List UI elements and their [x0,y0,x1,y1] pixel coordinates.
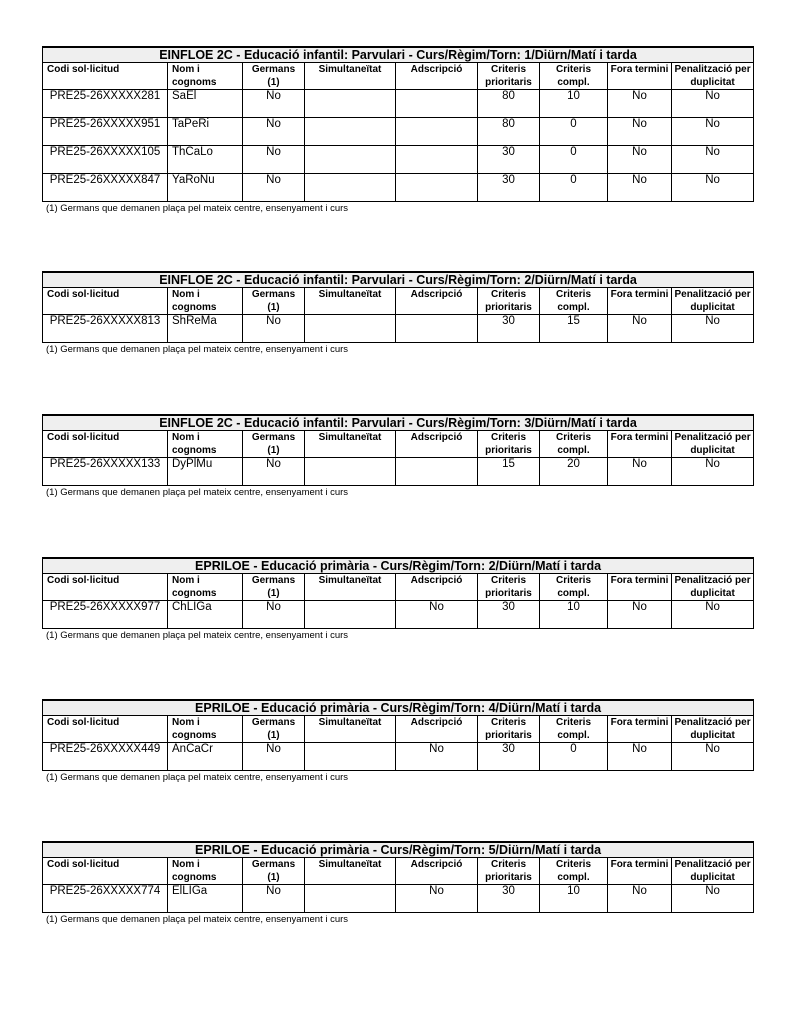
column-header: Nom i cognoms [168,716,243,743]
cell-germans: No [243,118,305,146]
cell-prior: 80 [478,118,540,146]
column-header: Nom i cognoms [168,574,243,601]
admission-table [42,414,754,486]
cell-adscr [396,174,478,202]
cell-adscr [396,315,478,343]
cell-adscr: No [396,601,478,629]
column-header: Codi sol·licitud [43,63,168,90]
cell-nom: ThCaLo [168,146,243,174]
column-header: Penalització per duplicitat [672,431,754,458]
cell-penal: No [672,146,754,174]
section-1 [42,46,753,214]
cell-simult [305,315,396,343]
footnote: (1) Germans que demanen plaça pel mateix centre, ensenyament i curs [46,203,349,214]
cell-adscr [396,458,478,486]
column-header: Nom i cognoms [168,288,243,315]
cell-penal: No [672,458,754,486]
column-header: Adscripció [396,858,478,885]
column-header: Germans (1) [243,63,305,90]
cell-adscr [396,118,478,146]
admission-table [42,557,754,629]
column-header: Criteris compl. [540,431,608,458]
section-title: EINFLOE 2C - Educació infantil: Parvulari - Curs/Règim/Torn: 1/Diürn/Matí i tarda [43,47,754,63]
cell-penal: No [672,885,754,913]
column-header: Penalització per duplicitat [672,63,754,90]
section-title: EINFLOE 2C - Educació infantil: Parvulari - Curs/Règim/Torn: 3/Diürn/Matí i tarda [43,415,754,431]
cell-simult [305,118,396,146]
cell-fora: No [608,174,672,202]
column-header: Criteris compl. [540,716,608,743]
column-header: Simultaneïtat [305,574,396,601]
cell-germans: No [243,601,305,629]
table-row [43,146,754,174]
section-3 [42,414,753,498]
cell-codi: PRE25-26XXXXX105 [43,146,168,174]
cell-compl: 10 [540,90,608,118]
cell-simult [305,601,396,629]
cell-compl: 20 [540,458,608,486]
column-header: Criteris compl. [540,63,608,90]
cell-compl: 0 [540,146,608,174]
cell-fora: No [608,885,672,913]
column-header: Criteris compl. [540,574,608,601]
cell-codi: PRE25-26XXXXX449 [43,743,168,771]
footnote: (1) Germans que demanen plaça pel mateix centre, ensenyament i curs [46,344,349,355]
cell-fora: No [608,315,672,343]
cell-fora: No [608,458,672,486]
column-header: Fora termini [608,574,672,601]
header-row [43,716,754,743]
footnote: (1) Germans que demanen plaça pel mateix centre, ensenyament i curs [46,772,349,783]
cell-simult [305,90,396,118]
cell-nom: SaEl [168,90,243,118]
cell-compl: 15 [540,315,608,343]
column-header: Nom i cognoms [168,431,243,458]
cell-adscr [396,90,478,118]
cell-prior: 30 [478,315,540,343]
cell-nom: TaPeRi [168,118,243,146]
cell-compl: 0 [540,118,608,146]
section-title: EPRILOE - Educació primària - Curs/Règim/Torn: 2/Diürn/Matí i tarda [43,558,754,574]
column-header: Fora termini [608,288,672,315]
column-header: Germans (1) [243,574,305,601]
cell-prior: 30 [478,885,540,913]
cell-nom: ShReMa [168,315,243,343]
cell-prior: 30 [478,743,540,771]
column-header: Criteris prioritaris [478,63,540,90]
column-header: Criteris prioritaris [478,858,540,885]
cell-codi: PRE25-26XXXXX847 [43,174,168,202]
column-header: Codi sol·licitud [43,288,168,315]
footnote: (1) Germans que demanen plaça pel mateix centre, ensenyament i curs [46,487,349,498]
cell-codi: PRE25-26XXXXX977 [43,601,168,629]
cell-codi: PRE25-26XXXXX813 [43,315,168,343]
table-row [43,743,754,771]
cell-germans: No [243,743,305,771]
column-header: Adscripció [396,431,478,458]
cell-penal: No [672,174,754,202]
table-row [43,315,754,343]
cell-adscr: No [396,743,478,771]
table-row [43,174,754,202]
header-row [43,858,754,885]
column-header: Adscripció [396,574,478,601]
column-header: Simultaneïtat [305,63,396,90]
cell-penal: No [672,118,754,146]
table-row [43,601,754,629]
column-header: Adscripció [396,288,478,315]
column-header: Germans (1) [243,858,305,885]
column-header: Codi sol·licitud [43,574,168,601]
cell-germans: No [243,174,305,202]
cell-fora: No [608,118,672,146]
cell-germans: No [243,458,305,486]
header-row [43,574,754,601]
column-header: Nom i cognoms [168,858,243,885]
section-title: EPRILOE - Educació primària - Curs/Règim/Torn: 4/Diürn/Matí i tarda [43,700,754,716]
cell-fora: No [608,743,672,771]
column-header: Criteris prioritaris [478,574,540,601]
column-header: Nom i cognoms [168,63,243,90]
cell-compl: 10 [540,601,608,629]
column-header: Codi sol·licitud [43,858,168,885]
table-row [43,458,754,486]
column-header: Fora termini [608,716,672,743]
column-header: Simultaneïtat [305,288,396,315]
cell-compl: 0 [540,174,608,202]
cell-simult [305,146,396,174]
section-5 [42,699,753,783]
cell-germans: No [243,90,305,118]
section-4 [42,557,753,641]
cell-nom: DyPlMu [168,458,243,486]
column-header: Germans (1) [243,288,305,315]
cell-codi: PRE25-26XXXXX281 [43,90,168,118]
admission-table [42,841,754,913]
column-header: Criteris prioritaris [478,716,540,743]
column-header: Simultaneïtat [305,431,396,458]
cell-simult [305,174,396,202]
admission-table [42,46,754,202]
column-header: Germans (1) [243,716,305,743]
cell-prior: 15 [478,458,540,486]
header-row [43,288,754,315]
cell-nom: AnCaCr [168,743,243,771]
cell-fora: No [608,601,672,629]
cell-adscr [396,146,478,174]
column-header: Criteris compl. [540,288,608,315]
section-title: EPRILOE - Educació primària - Curs/Règim/Torn: 5/Diürn/Matí i tarda [43,842,754,858]
cell-penal: No [672,315,754,343]
cell-simult [305,458,396,486]
header-row [43,431,754,458]
cell-nom: ElLIGa [168,885,243,913]
column-header: Codi sol·licitud [43,716,168,743]
cell-prior: 30 [478,146,540,174]
admission-table [42,699,754,771]
footnote: (1) Germans que demanen plaça pel mateix centre, ensenyament i curs [46,630,349,641]
column-header: Adscripció [396,716,478,743]
cell-prior: 30 [478,601,540,629]
column-header: Criteris prioritaris [478,288,540,315]
table-row [43,118,754,146]
cell-prior: 80 [478,90,540,118]
cell-compl: 0 [540,743,608,771]
column-header: Fora termini [608,858,672,885]
column-header: Criteris prioritaris [478,431,540,458]
cell-germans: No [243,315,305,343]
section-title: EINFLOE 2C - Educació infantil: Parvulari - Curs/Règim/Torn: 2/Diürn/Matí i tarda [43,272,754,288]
cell-compl: 10 [540,885,608,913]
cell-simult [305,743,396,771]
cell-codi: PRE25-26XXXXX774 [43,885,168,913]
cell-penal: No [672,601,754,629]
footnote: (1) Germans que demanen plaça pel mateix centre, ensenyament i curs [46,914,349,925]
column-header: Fora termini [608,431,672,458]
section-2 [42,271,753,355]
column-header: Adscripció [396,63,478,90]
cell-fora: No [608,90,672,118]
cell-nom: ChLIGa [168,601,243,629]
column-header: Germans (1) [243,431,305,458]
column-header: Penalització per duplicitat [672,716,754,743]
cell-codi: PRE25-26XXXXX133 [43,458,168,486]
column-header: Criteris compl. [540,858,608,885]
column-header: Penalització per duplicitat [672,574,754,601]
column-header: Fora termini [608,63,672,90]
cell-fora: No [608,146,672,174]
cell-penal: No [672,743,754,771]
column-header: Simultaneïtat [305,858,396,885]
table-row [43,885,754,913]
column-header: Penalització per duplicitat [672,288,754,315]
admission-table [42,271,754,343]
cell-codi: PRE25-26XXXXX951 [43,118,168,146]
column-header: Simultaneïtat [305,716,396,743]
cell-adscr: No [396,885,478,913]
table-row [43,90,754,118]
column-header: Codi sol·licitud [43,431,168,458]
cell-penal: No [672,90,754,118]
cell-germans: No [243,885,305,913]
cell-prior: 30 [478,174,540,202]
header-row [43,63,754,90]
cell-simult [305,885,396,913]
cell-germans: No [243,146,305,174]
column-header: Penalització per duplicitat [672,858,754,885]
cell-nom: YaRoNu [168,174,243,202]
section-6 [42,841,753,925]
